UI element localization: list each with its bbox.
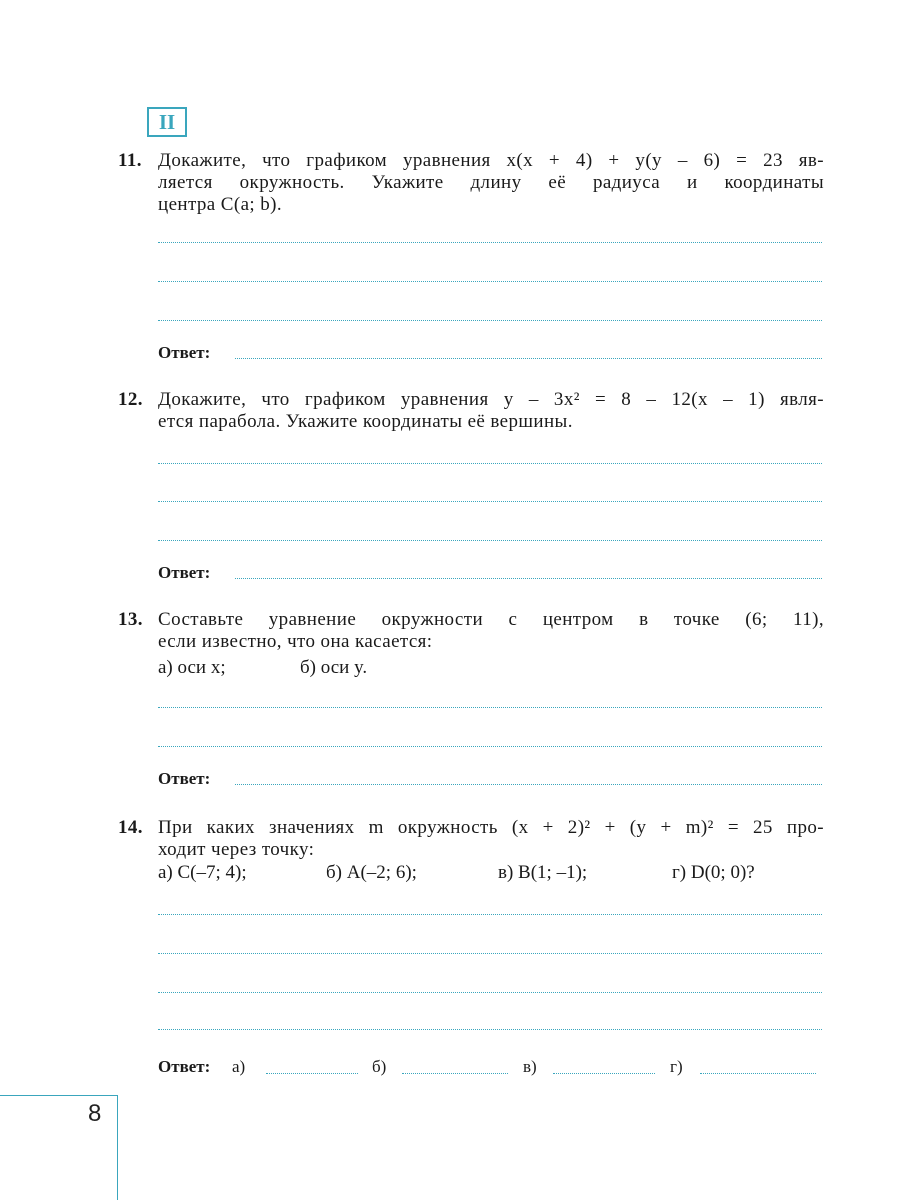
answer-part-label: б) — [372, 1057, 387, 1076]
answer-part-label: в) — [523, 1057, 537, 1076]
task-number: 13. — [118, 609, 143, 630]
answer-field[interactable] — [235, 784, 822, 785]
page-corner-frame — [117, 1095, 118, 1200]
task-12 — [118, 389, 824, 433]
task-text-line: ходит через точку: — [158, 839, 315, 860]
task-option: а) C(–7; 4); — [158, 862, 247, 883]
task-text-line: ется парабола. Укажите координаты её вершины. — [158, 411, 573, 432]
task-11 — [118, 150, 824, 216]
answer-writing-line[interactable] — [158, 992, 822, 993]
task-number: 12. — [118, 389, 143, 410]
answer-part-label: а) — [232, 1057, 246, 1076]
task-option: б) оси y. — [300, 657, 368, 678]
answer-label: Ответ: — [158, 343, 211, 362]
task-number: 11. — [118, 150, 142, 171]
answer-field-c[interactable] — [553, 1073, 655, 1074]
answer-writing-line[interactable] — [158, 746, 822, 747]
answer-writing-line[interactable] — [158, 1029, 822, 1030]
answer-part-label: г) — [670, 1057, 683, 1076]
answer-writing-line[interactable] — [158, 501, 822, 502]
answer-field-b[interactable] — [402, 1073, 508, 1074]
answer-field-d[interactable] — [700, 1073, 816, 1074]
task-option: б) A(–2; 6); — [326, 862, 417, 883]
answer-writing-line[interactable] — [158, 914, 822, 915]
task-number: 14. — [118, 817, 143, 838]
answer-writing-line[interactable] — [158, 540, 822, 541]
task-text-line: Составьте уравнение окружности с центром в точке (6; 11), — [158, 609, 824, 630]
answer-writing-line[interactable] — [158, 707, 822, 708]
task-option: а) оси x; — [158, 657, 226, 678]
answer-writing-line[interactable] — [158, 281, 822, 282]
task-text-line: если известно, что она касается: — [158, 631, 433, 652]
answer-writing-line[interactable] — [158, 463, 822, 464]
answer-writing-line[interactable] — [158, 320, 822, 321]
answer-writing-line[interactable] — [158, 953, 822, 954]
task-text-line: Докажите, что графиком уравнения x(x + 4) + y(y – 6) = 23 яв- — [158, 150, 824, 171]
task-text-line: Докажите, что графиком уравнения y – 3x² = 8 – 12(x – 1) явля- — [158, 389, 824, 410]
answer-label: Ответ: — [158, 1057, 211, 1076]
answer-field-a[interactable] — [266, 1073, 358, 1074]
answer-label: Ответ: — [158, 563, 211, 582]
task-13 — [118, 609, 824, 653]
task-text-line: ляется окружность. Укажите длину её радиуса и координаты — [158, 172, 824, 193]
task-option: в) B(1; –1); — [498, 862, 588, 883]
task-option: г) D(0; 0)? — [672, 862, 755, 883]
answer-field[interactable] — [235, 578, 822, 579]
task-text-line: центра C(a; b). — [158, 194, 283, 215]
answer-field[interactable] — [235, 358, 822, 359]
page-corner-frame — [0, 1095, 118, 1096]
task-14 — [118, 817, 824, 861]
task-text-line: При каких значениях m окружность (x + 2)² + (y + m)² = 25 про- — [158, 817, 824, 838]
difficulty-level-badge: II — [147, 107, 187, 137]
page-number: 8 — [88, 1100, 102, 1127]
answer-writing-line[interactable] — [158, 242, 822, 243]
answer-label: Ответ: — [158, 769, 211, 788]
